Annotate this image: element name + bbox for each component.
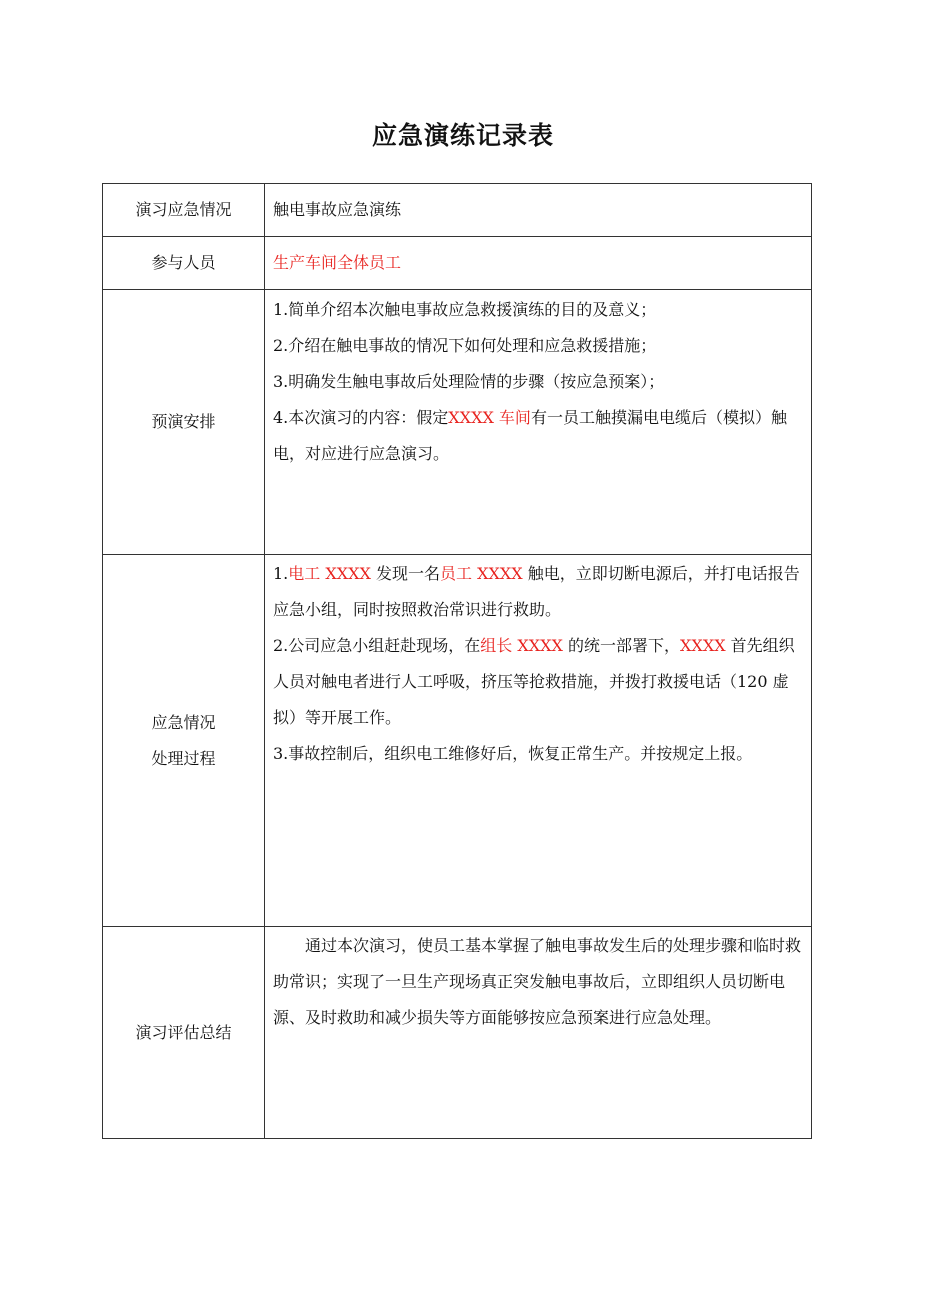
process-label-line-1: 应急情况 <box>151 712 216 732</box>
process-step-1-num: 1. <box>273 564 289 583</box>
plan-item-4 <box>273 400 803 472</box>
process-label <box>103 555 265 927</box>
summary-label: 演习评估总结 <box>103 927 265 1139</box>
page-title: 应急演练记录表 <box>371 121 554 150</box>
process-step-2-person: XXXX <box>680 636 726 655</box>
process-step-2-post: 首先组织人员对触电者进行人工呼吸，挤压等抢救措施，并拨打救援电话（120 虚拟）等开展工作。 <box>273 636 795 727</box>
participants-label: 参与人员 <box>103 237 265 290</box>
process-step-2 <box>273 628 803 736</box>
plan-item-4-suffix: 有一员工触摸漏电电缆后（模拟）触电，对应进行应急演习。 <box>273 408 787 463</box>
plan-item-4-prefix: 4.本次演习的内容：假定 <box>273 408 449 427</box>
plan-item-2: 2.介绍在触电事故的情况下如何处理和应急救援措施； <box>273 336 657 355</box>
plan-item-1: 1.简单介绍本次触电事故应急救援演练的目的及意义； <box>273 300 657 319</box>
summary-text: 通过本次演习，使员工基本掌握了触电事故发生后的处理步骤和临时救助常识；实现了一旦生产现场真正突发触电事故后，立即组织人员切断电源、及时救助和减少损失等方面能够按应急预案进行应急处理。 <box>273 936 802 1027</box>
table-row-summary <box>103 927 812 1139</box>
plan-label: 预演安排 <box>103 290 265 555</box>
process-step-2-mid: 的统一部署下， <box>562 636 681 655</box>
process-step-1 <box>273 556 803 628</box>
drill-record-table <box>102 183 812 1139</box>
drill-label: 演习应急情况 <box>103 184 265 237</box>
table-row-process <box>103 555 812 927</box>
plan-content <box>265 290 812 555</box>
process-step-1-electrician: 电工 XXXX <box>288 564 371 583</box>
process-step-1-mid: 发现一名 <box>370 564 441 583</box>
drill-value: 触电事故应急演练 <box>265 184 812 237</box>
process-step-3: 3.事故控制后，组织电工维修好后，恢复正常生产。并按规定上报。 <box>273 744 753 763</box>
plan-item-3: 3.明确发生触电事故后处理险情的步骤（按应急预案）； <box>273 372 665 391</box>
process-step-1-employee: 员工 XXXX <box>440 564 523 583</box>
participants-value: 生产车间全体员工 <box>265 237 812 290</box>
process-label-line-2: 处理过程 <box>151 748 216 768</box>
process-step-2-pre: 2.公司应急小组赶赴现场，在 <box>273 636 481 655</box>
table-row-plan <box>103 290 812 555</box>
process-step-1-post: 触电，立即切断电源后，并打电话报告应急小组，同时按照救治常识进行救助。 <box>273 564 800 619</box>
table-row-participants <box>103 237 812 290</box>
table-row-drill <box>103 184 812 237</box>
process-content <box>265 555 812 927</box>
plan-item-4-workshop: XXXX 车间 <box>448 408 531 427</box>
summary-content <box>265 927 812 1139</box>
process-step-2-leader: 组长 XXXX <box>480 636 563 655</box>
